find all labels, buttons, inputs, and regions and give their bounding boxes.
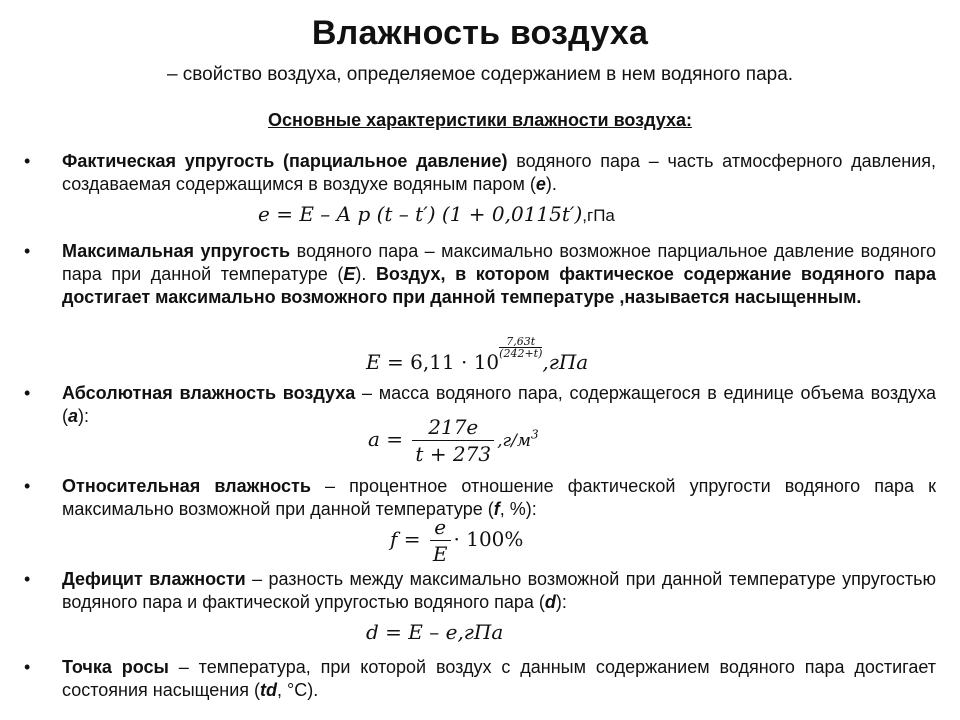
section-heading: Основные характеристики влажности воздуха:	[267, 110, 693, 130]
formula-eq: =	[276, 202, 293, 226]
bullet: •	[24, 151, 31, 171]
formula-eq: =	[386, 350, 404, 374]
page-subtitle: – свойство воздуха, определяемое содержанием в нем водяного пара.	[166, 64, 794, 85]
formula-unit: ,г/м	[497, 431, 531, 451]
formula-eq: =	[403, 527, 421, 551]
exp-denominator: (242+t)	[499, 347, 543, 360]
symbol: d	[544, 592, 556, 612]
fraction	[430, 514, 451, 567]
page-title: Влажность воздуха	[311, 14, 649, 52]
list-item	[24, 568, 937, 614]
term-emphasis: Воздух, в котором фактическое содержание водяного пара достигает максимально возможного при данной температуре ,называется насыщенным.	[62, 264, 936, 307]
formula-humidity-deficit	[366, 620, 503, 644]
bullet: •	[24, 383, 31, 403]
denominator: E	[432, 542, 448, 566]
numerator: e	[430, 514, 451, 541]
denominator: t + 273	[415, 442, 492, 466]
symbol: td	[260, 680, 277, 700]
formula-actual-pressure	[258, 202, 615, 226]
symbol: e	[535, 174, 546, 194]
bullet: •	[24, 569, 31, 589]
list-item	[24, 656, 937, 702]
symbol: f	[493, 499, 500, 519]
term: Фактическая упругость (парциальное давление)	[62, 151, 508, 171]
formula-eq: =	[385, 620, 402, 644]
formula-unit-exponent: 3	[530, 427, 539, 442]
formula-body: E – A p (t – t′) (1 + 0,0115t′)	[299, 202, 583, 226]
definition-end: ):	[78, 406, 90, 426]
definition-end: ).	[355, 264, 376, 284]
term: Дефицит влажности	[62, 569, 246, 589]
symbol: a	[68, 406, 79, 426]
definition-end: , °С).	[277, 680, 319, 700]
definition: водяного пара – максимально возможное парциальное давление водяного пара при данной температуре (	[62, 241, 936, 284]
formula-max-pressure	[366, 336, 588, 374]
formula-relative-humidity	[390, 514, 523, 567]
formula-lhs: E	[366, 350, 381, 374]
formula-exponent	[499, 336, 542, 359]
formula-lhs: e	[258, 202, 270, 226]
formula-base: 6,11 · 10	[410, 350, 500, 374]
definition: – разность между максимально возможной при данной температуре упругостью водяного пара и фактической упругостью водяного пара (	[62, 569, 937, 612]
definition-end: ).	[545, 174, 557, 194]
list-item	[24, 240, 936, 309]
term: Точка росы	[62, 657, 169, 677]
term: Относительная влажность	[62, 476, 311, 496]
numerator: 217e	[412, 414, 494, 441]
formula-unit: ,гПа	[542, 350, 589, 374]
bullet: •	[24, 241, 31, 261]
definition: – масса водяного пара, содержащегося в единице объема воздуха (	[62, 383, 936, 426]
exp-numerator: 7,63t	[499, 336, 542, 348]
definition-end: ):	[555, 592, 567, 612]
formula-lhs: a	[368, 427, 380, 451]
symbol: E	[343, 264, 356, 284]
fraction	[412, 414, 494, 467]
bullet: •	[24, 657, 31, 677]
formula-body: E – e	[408, 620, 458, 644]
formula-lhs: f	[390, 527, 398, 551]
list-item	[24, 150, 937, 196]
definition: – процентное отношение фактической упругости водяного пара к максимально возможной при данной температуре (	[62, 476, 937, 519]
formula-unit: ,гПа	[582, 206, 615, 225]
formula-unit: ,гПа	[457, 620, 504, 644]
formula-absolute-humidity	[368, 414, 539, 467]
term: Абсолютная влажность воздуха	[62, 383, 356, 403]
bullet: •	[24, 476, 31, 496]
term: Максимальная упругость	[62, 241, 291, 261]
formula-eq: =	[386, 427, 404, 451]
formula-tail: · 100%	[453, 527, 524, 551]
definition: водяного пара – часть атмосферного давления, создаваемая содержащимся в воздухе водяным паром (	[62, 151, 937, 194]
definition-end: , %):	[499, 499, 537, 519]
formula-lhs: d	[366, 620, 379, 644]
definition: – температура, при которой воздух с данным содержанием водяного пара достигает состояния насыщения (	[62, 657, 937, 700]
